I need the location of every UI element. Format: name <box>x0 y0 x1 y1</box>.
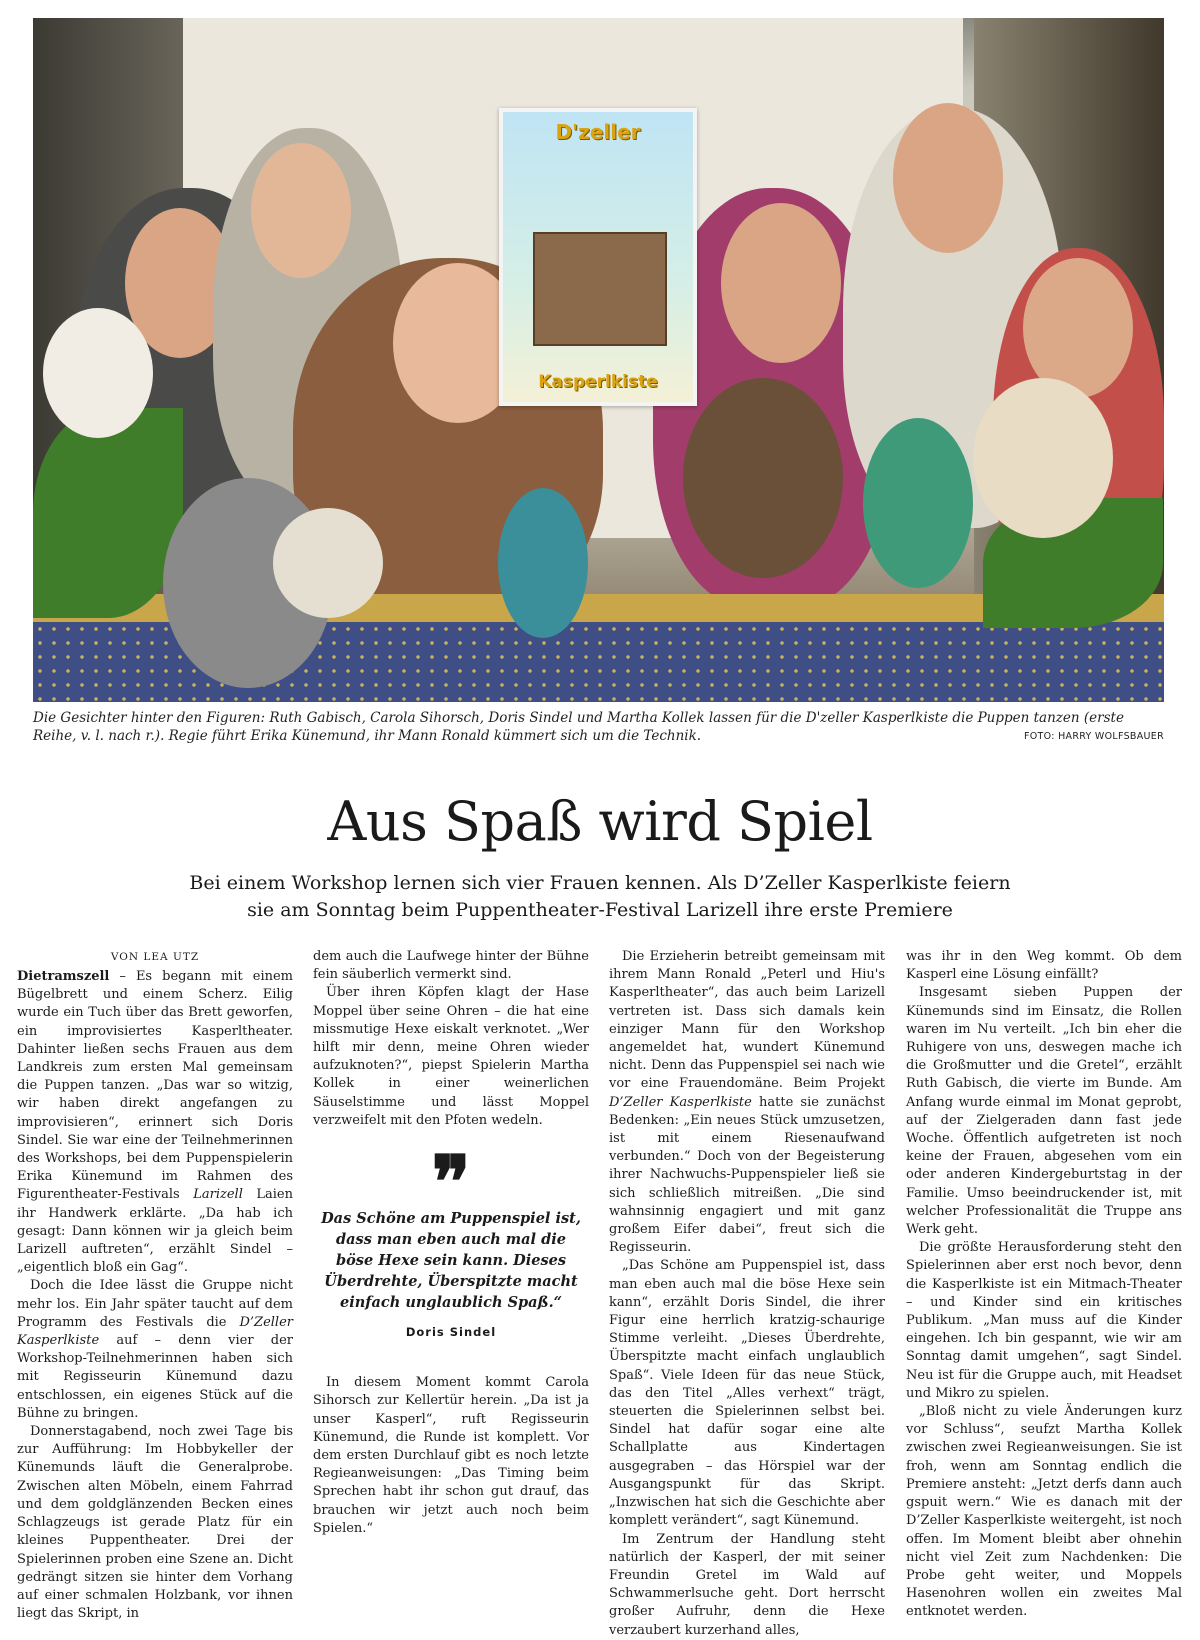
paragraph: dem auch die Laufwege hinter der Bühne fein säuberlich vermerkt sind. <box>313 949 589 983</box>
pull-quote-text: Das Schöne am Puppenspiel ist, dass man eben auch mal die böse Hexe sein kann. Dieses Überdrehte, Überspitzte macht einfach unglaublich Spaß.“ <box>321 1210 581 1312</box>
puppet-hedgehog <box>273 508 383 618</box>
pull-quote-author: Doris Sindel <box>405 1325 497 1340</box>
italic-text: Larizell <box>193 1187 243 1203</box>
paragraph: Die größte Herausforderung steht den Spielerinnen aber erst noch bevor, denn die Kasperlkiste ist ein Mitmach-Theater – und Kinder sind ein kritisches Publikum. „Man muss auf die Kinder eingehen. Ich bin gespannt, wie wir am Sonntag damit umgehen“, sagt Sindel. Neu ist für die Gruppe auch, mit Headset und Mikro zu spielen. <box>906 1240 1182 1401</box>
paragraph: Im Zentrum der Handlung steht natürlich der Kasperl, der mit seiner Freundin Gretel im Wald auf Schwammerlsuche geht. Dort herrscht großer Aufruhr, denn die Hexe verzaubert kurzerhand alles, <box>609 1531 885 1638</box>
subhead-line-2: sie am Sonntag beim Puppentheater-Festival Larizell ihre erste Premiere <box>247 899 953 921</box>
dateline: Dietramszell <box>17 969 110 984</box>
person-6-face <box>1023 258 1133 398</box>
plant-leaves-left <box>33 408 183 618</box>
text: Die Erzieherin betreibt gemeinsam mit ihrem Mann Ronald „Peterl und Hiu's Kasperltheater“, das auch beim Larizell vertreten ist. Dass sich damals kein einziger Mann für den Workshop angemeldet hat, wundert Künemund nicht. Denn das Puppenspiel sei nach wie vor eine Frauendomäne. Beim Projekt <box>609 949 885 1092</box>
photo-caption <box>33 709 1164 745</box>
article-photo <box>33 18 1164 702</box>
photo-caption-text: Die Gesichter hinter den Figuren: Ruth Gabisch, Carola Sihorsch, Doris Sindel und Martha Kollek lassen für die D'zeller Kasperlkiste die Puppen tanzen (erste Reihe, v. l. nach r.). Regie führt Erika Künemund, ihr Mann Ronald kümmert sich um die Technik. <box>33 710 1124 744</box>
puppet-rabbit-moppel <box>973 378 1113 538</box>
article-subheadline <box>100 870 1100 924</box>
text: auf – denn vier der Workshop-Teilnehmerinnen haben sich mit Regisseurin Künemund dazu entschlossen, ein eigenes Stück auf die Bühne zu bringen. <box>17 1333 293 1421</box>
text: – Es begann mit einem Bügelbrett und einem Scherz. Eilig wurde ein Tuch über das Brett geworfen, ein improvisiertes Kasperltheater. Dahinter ließen sechs Frauen aus dem Landkreis zum ersten Mal gemeinsam die Puppen tanzen. „Das war so witzig, wir haben direkt angefangen zu improvisieren“, erinnert sich Doris Sindel. Sie war eine der Teilnehmerinnen des Workshops, bei dem Puppenspielerin Erika Künemund im Rahmen des Figurentheater-Festivals <box>17 969 293 1203</box>
kasperlkiste-poster <box>499 108 697 406</box>
paragraph <box>17 1277 293 1423</box>
poster-chest-drawing <box>533 232 667 346</box>
person-2-face <box>251 143 351 278</box>
puppet-hunter <box>863 418 973 588</box>
paragraph: was ihr in den Weg kommt. Ob dem Kasperl eine Lösung einfällt? <box>906 949 1182 983</box>
poster-title: D'zeller <box>555 120 641 144</box>
paragraph <box>609 948 885 1257</box>
puppet-kasperl <box>498 488 588 638</box>
article-headline: Aus Spaß wird Spiel <box>327 790 873 853</box>
article-column-2 <box>313 948 589 1538</box>
person-5-face <box>893 103 1003 253</box>
paragraph: In diesem Moment kommt Carola Sihorsch zur Kellertür herein. „Da ist ja unser Kasperl“, ruft Regisseurin Künemund, die Runde ist komplett. Vor dem ersten Durchlauf gibt es noch letzte Regieanweisungen: „Das Timing beim Sprechen habt ihr schon gut drauf, das brauchen wir jetzt auch noch beim Spielen.“ <box>313 1375 589 1536</box>
byline: VON LEA UTZ <box>110 951 200 963</box>
paragraph: Donnerstagabend, noch zwei Tage bis zur Aufführung: Im Hobbykeller der Künemunds läuft die Generalprobe. Zwischen alten Möbeln, einem Fahrrad und dem goldglänzenden Becken eines Schlagzeugs ist gerade Platz für ein kleines Puppentheater. Drei der Spielerinnen proben eine Szene an. Dicht gedrängt sitzen sie hinter dem Vorhang auf einer schmalen Holzbank, vor ihnen liegt das Skript, in <box>17 1424 293 1622</box>
paragraph: Insgesamt sieben Puppen der Künemunds sind im Einsatz, die Rollen waren im Nu verteilt. „Ich bin eher die Ruhigere von uns, deswegen mache ich die Großmutter und die Gretel“, erzählt Ruth Gabisch, die vierte im Bunde. Am Anfang wurde einmal im Monat geprobt, auf der Zielgeraden dann fast jede Woche. Öffentlich aufgetreten ist noch keine der Frauen, abgesehen vom ein oder anderen Kindergeburtstag in der Familie. Umso beeindruckender ist, mit welcher Professionalität die Truppe ans Werk geht. <box>906 985 1182 1238</box>
paragraph: „Bloß nicht zu viele Änderungen kurz vor Schluss“, seufzt Martha Kollek zwischen zwei Regieanweisungen. Sie ist froh, wenn am Sonntag endlich die Premiere ansteht: „Jetzt derfs dann auch gspuit wern.“ Wie es danach mit der D’Zeller Kasperlkiste weitergeht, ist noch offen. Im Moment bleibt aber ohnehin nicht viel Zeit zum Nachdenken: Die Probe geht weiter, und Moppels Hasenohren wollen ein zweites Mal entknotet werden. <box>906 1404 1182 1620</box>
article-column-1 <box>17 948 293 1623</box>
photo-credit: FOTO: HARRY WOLFSBAUER <box>1024 731 1164 742</box>
text: Doch die Idee lässt die Gruppe nicht mehr los. Ein Jahr später taucht auf dem Programm des Festivals die <box>17 1278 293 1330</box>
italic-text: D’Zeller Kasperlkiste <box>17 1314 293 1349</box>
puppet-witch <box>683 378 843 578</box>
paragraph: „Das Schöne am Puppenspiel ist, dass man eben auch mal die böse Hexe sein kann“, erzählt Doris Sindel, die ihrer Figur eine herrlich kratzig-schaurige Stimme verleiht. „Dieses Überdrehte, Überspitzte macht einfach unglaublich Spaß“. Viele Ideen für das neue Stück, das den Titel „Alles verhext“ trägt, steuerten die Spielerinnen selbst bei. Sindel hat dafür sogar eine alte Schallplatte aus Kindertagen ausgegraben – das Hörspiel war der Ausgangspunkt für das Skript. „Inzwischen hat sich die Geschichte aber komplett verändert“, sagt Künemund. <box>609 1258 885 1529</box>
article-column-3 <box>609 948 885 1640</box>
text: Laien ihr Handwerk erklärte. „Da hab ich gesagt: Dann können wir ja gleich beim Larizell auftreten“, erzählt Sindel – „eigentlich bloß ein Gag“. <box>17 1187 293 1276</box>
paragraph: Über ihren Köpfen klagt der Hase Moppel über seine Ohren – die hat eine missmutige Hexe eiskalt verknotet. „Wer hilft mir denn, meine Ohren wieder aufzuknoten?“, piepst Spielerin Martha Kollek in einer weinerlichen Säuselstimme und lässt Moppel verzweifelt mit den Pfoten wedeln. <box>313 985 589 1128</box>
quote-mark-icon: ❞ <box>431 1139 471 1225</box>
paragraph <box>17 968 293 1277</box>
article-column-4 <box>906 948 1182 1622</box>
poster-subtitle: Kasperlkiste <box>538 372 658 392</box>
italic-text: D’Zeller Kasperlkiste <box>609 1094 752 1110</box>
text: hatte sie zunächst Bedenken: „Ein neues Stück umzusetzen, ist mit einem Riesenaufwand verbunden.“ Doch von der Begeisterung ihrer Nachwuchs-Puppenspieler ließ sie sich schließlich mitreißen. „Die sind wahnsinnig engagiert und mit ganz großem Eifer dabei“, freut sich die Regisseurin. <box>609 1094 885 1256</box>
person-4-face <box>721 203 841 363</box>
subhead-line-1: Bei einem Workshop lernen sich vier Frauen kennen. Als D’Zeller Kasperlkiste feiern <box>189 872 1011 894</box>
puppet-gretel <box>43 308 153 438</box>
pull-quote <box>313 1139 589 1341</box>
